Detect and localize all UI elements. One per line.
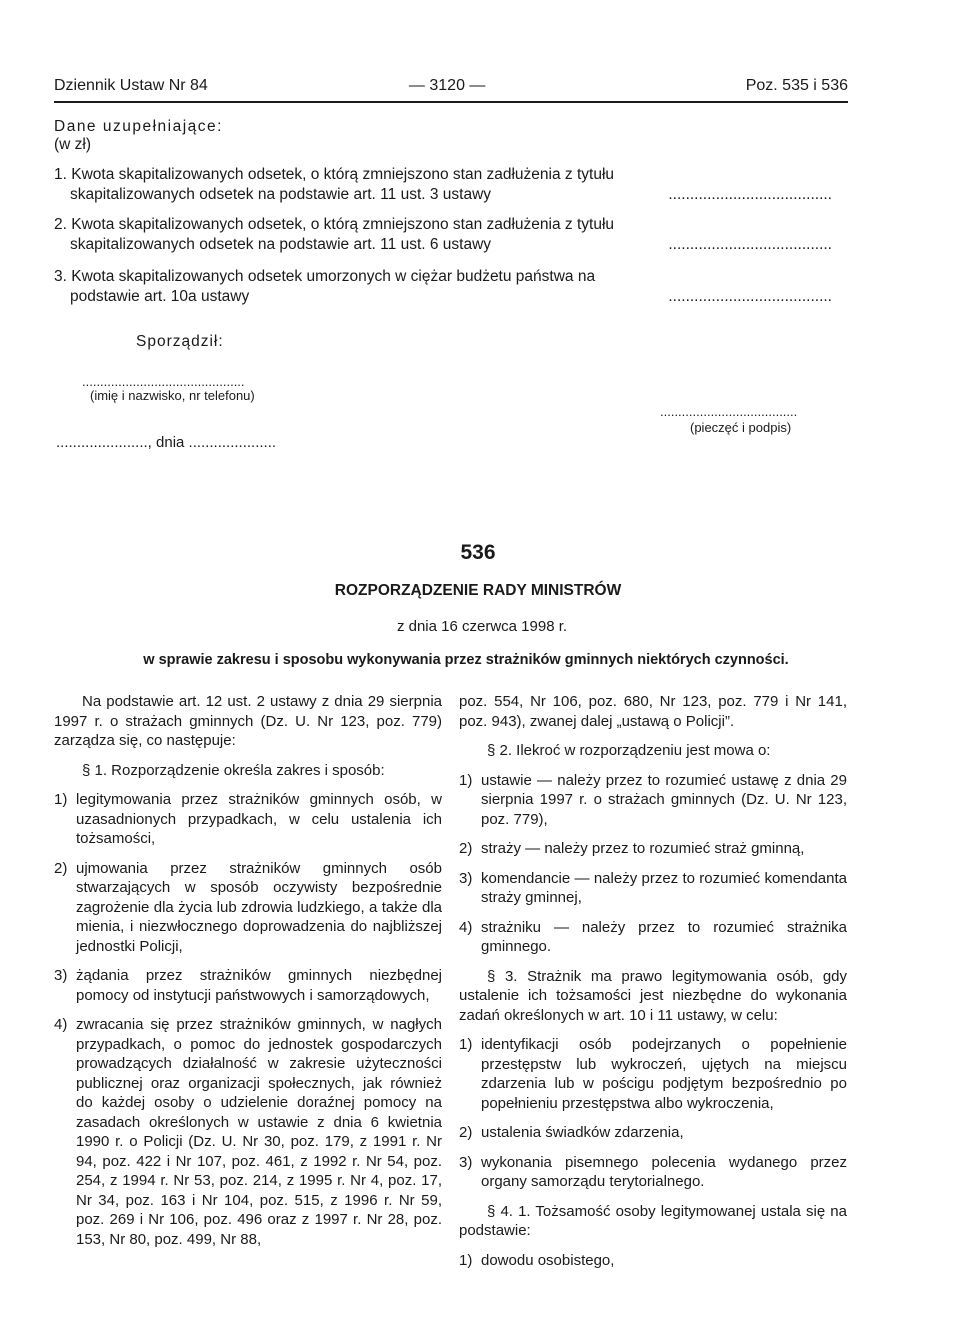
list-item: 3) żądania przez strażników gminnych niezbędnej pomocy od instytucji państwowych i samorządowych, [54,967,442,1004]
list-item: 1) ustawie — należy przez to rozumieć ustawę z dnia 29 sierpnia 1997 r. o strażach gminnych (Dz. U. Nr 123, poz. 779), [459,771,847,828]
prepared-by-label: Sporządził: [136,333,224,350]
continuation-paragraph: poz. 554, Nr 106, poz. 680, Nr 123, poz. 779 i Nr 141, poz. 943), zwanej dalej „ustawą o Policji”. [459,693,847,730]
list-item: 2) ustalenia świadków zdarzenia, [459,1124,684,1141]
section-2: § 2. Ilekroć w rozporządzeniu jest mowa o: [487,742,771,759]
section-3: § 3. Strażnik ma prawo legitymowania osób, gdy ustalenie ich tożsamości jest niezbędne do wykonania zadań określonych w art. 10 i 11 ustawy, w celu: [459,967,847,1024]
supplementary-item-text: 3. Kwota skapitalizowanych odsetek umorzonych w ciężar budżetu państwa na podstawie art. 10a ustawy [54,268,596,305]
act-subject: w sprawie zakresu i sposobu wykonywania przez strażników gminnych niektórych czynności. [143,652,789,668]
list-item: 3) komendancie — należy przez to rozumieć komendanta straży gminnej, [459,869,847,906]
act-date: z dnia 16 czerwca 1998 r. [396,618,568,635]
right-column [459,692,847,1280]
list-item: 1) identyfikacji osób podejrzanych o popełnienie przestępstw lub wykroczeń, ujętych na miejscu zdarzenia lub w pościgu podjętym bezpośrednio po popełnieniu przestępstwa albo wykroczenia, [459,1036,847,1112]
supplementary-item [54,215,844,255]
supplementary-heading [54,118,223,154]
supplementary-unit: (w zł) [54,136,92,153]
intro-paragraph: Na podstawie art. 12 ust. 2 ustawy z dnia 29 sierpnia 1997 r. o strażach gminnych (Dz. U. Nr 123, poz. 779) zarządza się, co następuje: [54,693,442,749]
list-item: 1) legitymowania przez strażników gminnych osób, w uzasadnionych przypadkach, w celu ustalenia ich tożsamości, [54,791,442,847]
name-caption: (imię i nazwisko, nr telefonu) [90,388,255,403]
act-number: 536 [460,541,496,564]
list-item: 4) zwracania się przez strażników gminnych, w nagłych przypadkach, o pomoc do jednostek gospodarczych prowadzących działalność w zakresie użyteczności publicznej oraz organizacji społecznych, jak również do każdej osoby o udzielenie doraźnej pomocy na zasadach określonych w ustawie z dnia 6 kwietnia 1990 r. o Policji (Dz. U. Nr 30, poz. 179, z 1991 r. Nr 94, poz. 422 i Nr 107, poz. 461, z 1992 r. Nr 54, poz. 254, z 1994 r. Nr 53, poz. 214, z 1995 r. Nr 4, poz. 17, Nr 34, poz. 163 i Nr 104, poz. 515, z 1996 r. Nr 59, poz. 269 i Nr 106, poz. 496 oraz z 1997 r. Nr 28, poz. 153, Nr 80, poz. 499, Nr 88, [54,1016,442,1248]
position-ref: Poz. 535 i 536 [745,77,848,94]
section-4: § 4. 1. Tożsamość osoby legitymowanej ustala się na podstawie: [459,1202,847,1239]
page-number: — 3120 — [408,77,486,94]
section-1: § 1. Rozporządzenie określa zakres i sposób: [82,761,385,779]
act-title: ROZPORZĄDZENIE RADY MINISTRÓW [334,582,622,599]
supplementary-title: Dane uzupełniające: [54,118,223,135]
supplementary-item [54,165,844,205]
supplementary-item-text: 1. Kwota skapitalizowanych odsetek, o którą zmniejszono stan zadłużenia z tytułu skapitalizowanych odsetek na podstawie art. 11 ust. 3 ustawy [54,166,615,203]
list-item: 2) straży — należy przez to rozumieć straż gminną, [459,840,805,857]
stamp-caption: (pieczęć i podpis) [690,420,792,435]
page-header [54,77,848,103]
date-line: ......................, dnia ..................... [56,434,277,451]
supplementary-item-text: 2. Kwota skapitalizowanych odsetek, o którą zmniejszono stan zadłużenia z tytułu skapitalizowanych odsetek na podstawie art. 11 ust. 6 ustawy [54,216,615,253]
amount-field: ...................................... [668,186,832,203]
left-column [54,692,442,1259]
stamp-dots: ...................................... [660,404,798,419]
amount-field: ...................................... [668,288,832,305]
list-item: 3) wykonania pisemnego polecenia wydanego przez organy samorządu terytorialnego. [459,1153,847,1190]
amount-field: ...................................... [668,236,832,253]
list-item: 1) dowodu osobistego, [459,1251,615,1269]
journal-title: Dziennik Ustaw Nr 84 [54,77,208,94]
list-item: 4) strażniku — należy przez to rozumieć strażnika gminnego. [459,918,847,955]
list-item: 2) ujmowania przez strażników gminnych osób stwarzających w sposób oczywisty bezpośrednie zagrożenie dla życia lub zdrowia ludzkiego, a także dla mienia, i niezwłocznego doprowadzenia do najbliższej jednostki Policji, [54,859,442,955]
name-dots: ............................................. [82,374,245,389]
supplementary-item [54,267,844,307]
